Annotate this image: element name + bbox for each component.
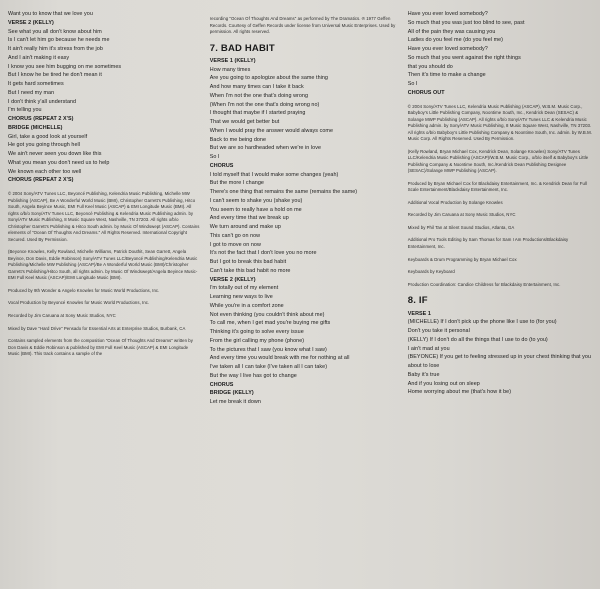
lyric-line: We known each other too well bbox=[8, 168, 82, 175]
lyric-line: Thinking it's going to solve every issue bbox=[209, 329, 304, 336]
lyric-line: CHORUS bbox=[209, 381, 234, 388]
lyric-line: Home worrying about me (that's how it be) bbox=[407, 389, 512, 396]
lyric-line: that you should do bbox=[407, 63, 453, 70]
lyrics-column-1 bbox=[8, 10, 200, 583]
lyric-line: That we would get better but bbox=[209, 119, 280, 126]
lyrics-column-3 bbox=[408, 10, 592, 583]
lyric-line: (MICHELLE) If I don't pick up the phone like I use to (for you) bbox=[407, 319, 557, 326]
lyric-line: But I need my man bbox=[8, 89, 55, 96]
lyric-line: CHORUS OUT bbox=[407, 89, 445, 96]
lyric-line: Let me break it down bbox=[209, 399, 261, 406]
lyric-line: I told myself that I would make some changes (yeah) bbox=[209, 171, 339, 178]
lyric-line: We turn around and make up bbox=[209, 224, 281, 231]
lyric-line: There's one thing that remains the same (remains the same) bbox=[209, 189, 358, 196]
credits-block bbox=[8, 185, 200, 358]
lyric-line: BRIDGE (KELLY) bbox=[209, 390, 254, 397]
lyric-line: Girl, take a good look at yourself bbox=[8, 133, 88, 140]
track-title: 8. IF bbox=[407, 295, 428, 307]
lyric-line: But we are so hardheaded when we're in love bbox=[209, 145, 321, 152]
credits-block bbox=[210, 10, 398, 36]
credits-paragraph: Produced by 9th Wonder & Angelo Knowles for Music World Productions, Inc. bbox=[8, 287, 160, 293]
credits-paragraph: © 2004 Sony/ATV Tunes LLC, Beyoncé Publishing, Kelendria Music Publishing, Michelle MW Publishing (ASCAP), Be A Wonderful World Music (BMI), Christopher Garrett's Publishing, Hitco South, Angela Beyince Music, EMI Full Keel Music (ASCAP) & EMI Longitude Music (BMI). All rights o/b/o Sony/ATV Tunes LLC, Beyoncé Publishing & Kelendria Music Publishing admin. by Sony/ATV Music Publishing, 8 Music Square West, Nashville, TN 37203. All rights o/b/o Christopher Garrett's Publishing & Hitco South admin. by Music Of Windswept (ASCAP). Contains elements of "Ocean Of Thoughts And Dreams." All Rights Reserved. International Copyright Secured. Used By Permission. bbox=[8, 191, 201, 242]
lyric-line: And every time you would break with me for nothing at all bbox=[209, 355, 350, 362]
lyric-line: Back to me being done bbox=[209, 136, 267, 143]
lyric-line: Want you to know that we love you bbox=[8, 11, 93, 17]
lyric-line: I thought that maybe if I started praying bbox=[209, 110, 306, 117]
lyric-line: But I got to break this bad habit bbox=[209, 259, 287, 266]
lyric-line: VERSE 2 (KELLY) bbox=[209, 276, 256, 283]
lyric-line: I got to move on now bbox=[209, 241, 261, 248]
lyrics-block bbox=[210, 57, 398, 407]
lyric-line: I've taken all I can take (I've taken all I can take) bbox=[209, 364, 328, 371]
lyric-line: Have you ever loved somebody? bbox=[407, 46, 488, 52]
lyric-line: (KELLY) If I don't do all the things that I use to do (to you) bbox=[407, 336, 548, 343]
credits-paragraph: Additional Vocal Production by Solange Knowles bbox=[407, 199, 503, 205]
lyric-line: Have you ever loved somebody? bbox=[407, 11, 488, 17]
lyric-line: How many times bbox=[209, 66, 251, 73]
lyric-line: While you're in a comfort zone bbox=[209, 302, 284, 309]
credits-paragraph: Produced by Bryan Michael Cox for Blackdaisy Entertainment, Inc. & Kendrick Dean for Full Scale Entertainment/Blackdaisy Entertainment, Inc. bbox=[407, 180, 589, 193]
lyric-line: I don't think y'all understand bbox=[8, 98, 77, 105]
lyric-line: But the way I live has got to change bbox=[209, 372, 297, 379]
credits-paragraph: (Kelly Rowland, Bryan Michael Cox, Kendrick Dean, Solange Knowles) Sony/ATV Tunes LLC/Kelendria Music Publishing (ASCAP)/W.B.M. Music Corp., o/b/o itself & Babyboy's Little Publishing Company & Noontime South, Inc./Kendrick Dean Publishing Designee (SESAC)/Solange MWP Publishing (ASCAP). bbox=[407, 148, 590, 174]
lyric-line: Ladies do you feel me (do you feel me) bbox=[407, 37, 504, 44]
credits-paragraph: Recorded by Jim Caruana at Sony Music Studios, NYC bbox=[8, 312, 116, 318]
lyric-line: To the pictures that I saw (you know what I saw) bbox=[209, 346, 327, 353]
lyrics-block bbox=[408, 10, 592, 98]
lyric-line: Don't you take it personal bbox=[407, 328, 470, 335]
lyric-line: VERSE 1 bbox=[407, 310, 431, 317]
credits-paragraph: recording "Ocean Of Thoughts And Dreams" as performed by The Dramatics. ℗ 1977 Geffen Records. Courtesy of Geffen Records under license from Universal Music Enterprises. Used by permission. All rights reserved. bbox=[209, 16, 397, 35]
credits-paragraph: © 2004 Sony/ATV Tunes LLC, Kelendria Music Publishing (ASCAP), W.B.M. Music Corp., Babyboy's Little Publishing Company, Noontime South, Inc., Kendrick Dean (SESAC) & Solange MWP Publishing (ASCAP). All rights o/b/o Sony/ATV Tunes LLC & Kelendria Music Publishing admin. by Sony/ATV Music Publishing, 8 Music Square West, Nashville, TN 37203. All rights o/b/o Babyboy's Little Publishing Company & Noontime South, Inc. admin. by W.B.M. Music Corp. All Rights Reserved. Used By Permission. bbox=[407, 103, 594, 142]
lyric-line: CHORUS (REPEAT 2 X'S) bbox=[8, 116, 74, 122]
lyric-line: But the more I change bbox=[209, 180, 264, 187]
lyric-line: From the girl calling my phone (phone) bbox=[209, 337, 305, 344]
credits-paragraph: Mixed by Phil Tan at Silent Sound Studios, Atlanta, GA bbox=[407, 224, 515, 230]
lyric-line: We ain't never seen you down like this bbox=[8, 151, 102, 157]
credits-paragraph: Keyboards by Keyboard bbox=[407, 269, 455, 275]
credits-paragraph: Mixed by Dave "Hard Drive" Pensado for Essential Arts at Enterprise Studios, Burbank, CA bbox=[8, 325, 186, 331]
credits-paragraph: Recorded by Jim Caruana at Sony Music Studios, NYC bbox=[407, 212, 516, 218]
lyric-line: And every time that we break up bbox=[209, 215, 289, 222]
lyric-line: Are you going to apologize about the same thing bbox=[209, 75, 328, 82]
lyric-line: All of the pain they was causing you bbox=[407, 28, 496, 35]
credits-paragraph: Contains sampled elements from the composition "Ocean Of Thoughts And Dreams" written by Don Davis & Eddie Robinson & published by EMI Full Keel Music (ASCAP) & EMI Longitude Music (BMI). This track contains a sample of the bbox=[8, 338, 195, 357]
lyric-line: VERSE 2 (KELLY) bbox=[8, 19, 54, 26]
lyric-line: But I know he be tired he don't mean it bbox=[8, 72, 102, 79]
lyric-line: So much that you went against the right things bbox=[407, 54, 521, 61]
lyric-line: He got you going through hell bbox=[8, 142, 80, 149]
lyric-line: When I'm not the one that's doing wrong bbox=[209, 92, 309, 99]
lyric-line: Learning new ways to live bbox=[209, 294, 273, 301]
lyric-line: So I bbox=[407, 81, 418, 87]
lyric-line: Can't take this bad habit no more bbox=[209, 267, 291, 274]
lyrics-block bbox=[408, 310, 592, 398]
lyric-line: See what you all don't know about him bbox=[8, 28, 102, 35]
track-title: 7. BAD HABIT bbox=[209, 42, 275, 54]
lyric-line: VERSE 1 (KELLY) bbox=[209, 57, 256, 64]
lyric-line: Is I can't let him go because he needs me bbox=[8, 37, 110, 44]
lyric-line: BRIDGE (MICHELLE) bbox=[8, 124, 63, 131]
lyric-line: And if you losing out on sleep bbox=[407, 380, 480, 387]
lyric-line: What you mean you don't need us to help bbox=[8, 159, 110, 166]
lyric-line: It gets hard sometimes bbox=[8, 81, 64, 87]
lyric-line: When I would pray the answer would always come bbox=[209, 127, 333, 134]
lyric-line: I know you see him bugging on me sometimes bbox=[8, 63, 122, 70]
credits-paragraph: Production Coordination: Candice Childress for Blackdaisy Entertainment, Inc. bbox=[407, 281, 561, 287]
lyric-line: So much that you was just too blind to see, past bbox=[407, 19, 525, 26]
lyric-line: I'm totally out of my element bbox=[209, 285, 279, 292]
lyric-line: You seem to really have a hold on me bbox=[209, 206, 302, 213]
lyric-line: To call me, when I get mad you're buying me gifts bbox=[209, 320, 331, 327]
credits-block bbox=[408, 98, 592, 289]
lyric-line: And how many times can I take it back bbox=[209, 84, 304, 91]
credits-paragraph: Additional Pro Tools Editing by Sam Thomas for Sam I Am Productions/Blackdaisy Entertainment, Inc. bbox=[407, 237, 570, 249]
lyric-line: I can't seem to shake you (shake you) bbox=[209, 197, 303, 204]
lyric-line: Not even thinking (you couldn't think about me) bbox=[209, 311, 325, 318]
lyric-line: CHORUS bbox=[209, 162, 234, 169]
lyric-line: It ain't really him it's stress from the job bbox=[8, 46, 103, 52]
lyric-line: (BEYONCE) If you get to feeling stressed up in your chest thinking that you about to lose bbox=[407, 354, 593, 370]
lyric-line: I ain't mad at you bbox=[407, 345, 450, 352]
lyric-line: So I bbox=[209, 154, 220, 161]
lyrics-block bbox=[8, 10, 200, 185]
lyric-line: This can't go on now bbox=[209, 232, 261, 239]
lyric-line: (When I'm not the one that's doing wrong no) bbox=[209, 101, 320, 108]
lyric-line: I'm telling you bbox=[8, 107, 42, 114]
credits-paragraph: Vocal Production by Beyoncé Knowles for Music World Productions, Inc. bbox=[8, 300, 150, 306]
lyric-line: And I ain't making it easy bbox=[8, 54, 70, 61]
lyrics-column-2 bbox=[210, 10, 398, 583]
lyric-line: Baby it's true bbox=[407, 371, 440, 378]
lyric-line: CHORUS (REPEAT 2 X'S) bbox=[8, 177, 74, 184]
credits-paragraph: Keyboards & Drum Programming by Bryan Michael Cox bbox=[407, 256, 517, 262]
lyric-line: It's not the fact that I don't love you no more bbox=[209, 250, 317, 257]
credits-paragraph: (Beyonce Knowles, Kelly Rowland, Michelle Williams, Patrick Douthit, Sean Garrett, Angela Beyince, Don Davis, Eddie Robinson) Sony/ATV Tunes LLC/Beyoncé Publishing/Kelendria Music Publishing/Michelle MW Publishing (ASCAP)/Be A Wonderful World Music (BMI)/Christopher Garrett's Publishing/Hitco South, all rights admin. by Music Of Windswept/Angela Beyince Music-EMI Full Keel Music (ASCAP)/EMI Longitude Music (BMI). bbox=[8, 249, 199, 281]
lyric-line: Then it's time to make a change bbox=[407, 72, 486, 79]
